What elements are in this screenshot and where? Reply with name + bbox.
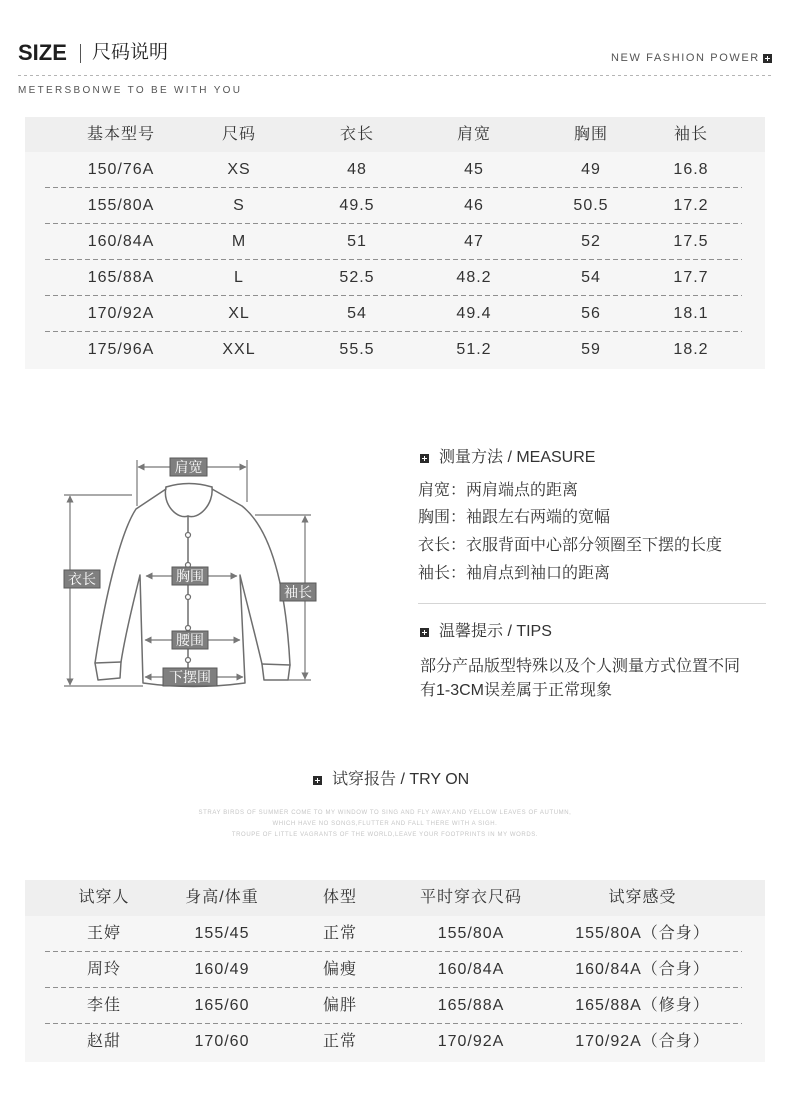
column-header-length: 衣长 [339, 125, 374, 143]
shirt-button [186, 626, 191, 631]
measure-item: 肩宽：两肩端点的距离 [418, 482, 579, 499]
cell-length: 51 [347, 233, 367, 250]
cell-shoulder: 48.2 [456, 269, 492, 286]
cell-length: 52.5 [339, 269, 375, 286]
column-header-body-type: 体型 [322, 889, 357, 906]
column-header-chest: 胸围 [573, 125, 608, 143]
quote-line: WHICH HAVE NO SONGS,FLUTTER AND FALL THERE WITH A SIGH. [272, 821, 498, 827]
column-header-base-model: 基本型号 [86, 125, 155, 143]
cell-chest: 52 [581, 233, 601, 250]
cell-sleeve: 18.2 [673, 341, 709, 358]
brand-tagline-text: NEW FASHION POWER [611, 52, 760, 64]
cell-length: 54 [347, 305, 367, 322]
column-header-fit-feedback: 试穿感受 [608, 889, 677, 906]
table-row [45, 152, 742, 188]
diagram-label-shoulder: 肩宽 [174, 459, 203, 475]
cell-base-model: 155/80A [87, 197, 155, 214]
column-header-sleeve: 袖长 [673, 125, 708, 143]
cell-fit-feedback: 155/80A（合身） [575, 925, 710, 942]
cell-height-weight: 165/60 [194, 997, 250, 1014]
measure-title [420, 448, 595, 468]
square-plus-icon [420, 454, 429, 463]
cell-sleeve: 18.1 [673, 305, 709, 322]
tryon-table [25, 880, 765, 1062]
column-header-tester: 试穿人 [78, 889, 130, 906]
shirt-button [186, 595, 191, 600]
left-cuff-seam [95, 662, 121, 663]
table-row [45, 1024, 742, 1060]
size-table-header-row [45, 117, 742, 152]
shirt-button [186, 533, 191, 538]
column-header-shoulder: 肩宽 [456, 125, 491, 143]
table-row [45, 332, 742, 368]
shirt-button [186, 658, 191, 663]
table-row [45, 916, 742, 952]
cell-chest: 54 [581, 269, 601, 286]
cell-shoulder: 45 [464, 161, 484, 178]
diagram-label-length: 衣长 [68, 571, 96, 587]
table-row [45, 188, 742, 224]
size-title-cn: 尺码说明 [92, 42, 169, 63]
tips-title [420, 622, 552, 642]
shirt-collar [165, 487, 212, 517]
decorative-quote [90, 808, 680, 841]
cell-body-type: 偏瘦 [322, 961, 357, 978]
cell-base-model: 165/88A [87, 269, 155, 286]
right-cuff-seam [262, 664, 290, 665]
cell-sleeve: 16.8 [673, 161, 709, 178]
cell-body-type: 偏胖 [322, 997, 357, 1014]
cell-length: 49.5 [339, 197, 375, 214]
cell-size: L [234, 269, 244, 286]
brand-subtitle: METERSBONWE TO BE WITH YOU [18, 85, 243, 96]
back-neckline [166, 484, 212, 488]
diagram-label-chest: 胸围 [176, 568, 204, 584]
quote-line: TROUPE OF LITTLE VAGRANTS OF THE WORLD,LEAVE YOUR FOOTPRINTS IN MY WORDS. [231, 832, 539, 838]
table-row [45, 952, 742, 988]
cell-sleeve: 17.2 [673, 197, 709, 214]
title-divider [80, 44, 81, 63]
cell-tester: 赵甜 [86, 1033, 121, 1050]
tryon-table-header-row [45, 880, 742, 916]
cell-base-model: 150/76A [87, 161, 155, 178]
cell-tester: 李佳 [86, 997, 121, 1014]
cell-tester: 周玲 [86, 961, 121, 978]
cell-sleeve: 17.7 [673, 269, 709, 286]
cell-fit-feedback: 165/88A（修身） [575, 997, 710, 1014]
cell-shoulder: 49.4 [456, 305, 492, 322]
cell-base-model: 175/96A [87, 341, 155, 358]
cell-base-model: 170/92A [87, 305, 155, 322]
section-divider [418, 603, 766, 604]
column-header-usual-size: 平时穿衣尺码 [419, 889, 522, 906]
cell-size: M [231, 233, 247, 250]
size-table [25, 117, 765, 369]
square-plus-icon [420, 628, 429, 637]
cell-length: 55.5 [339, 341, 375, 358]
cell-chest: 59 [581, 341, 601, 358]
column-header-size: 尺码 [221, 125, 256, 143]
cell-usual-size: 165/88A [437, 997, 505, 1014]
table-row [45, 296, 742, 332]
cell-size: XXL [222, 341, 256, 358]
cell-height-weight: 160/49 [194, 961, 250, 978]
diagram-label-sleeve: 袖长 [284, 584, 312, 600]
cell-chest: 50.5 [573, 197, 609, 214]
cell-body-type: 正常 [322, 1033, 357, 1050]
cell-size: XS [227, 161, 251, 178]
shirt-diagram [60, 450, 325, 695]
diagram-label-waist: 腰围 [176, 632, 204, 648]
cell-chest: 49 [581, 161, 601, 178]
table-row [45, 260, 742, 296]
table-row [45, 224, 742, 260]
square-plus-icon [763, 54, 772, 63]
cell-base-model: 160/84A [87, 233, 155, 250]
size-title: SIZE [18, 40, 67, 65]
tips-line: 部分产品版型特殊以及个人测量方式位置不同 [420, 658, 741, 675]
brand-tagline [611, 51, 772, 65]
shirt-body [95, 489, 290, 687]
cell-usual-size: 155/80A [437, 925, 505, 942]
measure-title-text: 测量方法 / MEASURE [439, 449, 596, 466]
cell-chest: 56 [581, 305, 601, 322]
measure-item: 胸围：袖跟左右两端的宽幅 [418, 509, 611, 526]
cell-usual-size: 160/84A [437, 961, 505, 978]
cell-size: S [233, 197, 245, 214]
cell-shoulder: 51.2 [456, 341, 492, 358]
diagram-labels [64, 458, 316, 686]
cell-shoulder: 47 [464, 233, 484, 250]
square-plus-icon [313, 776, 322, 785]
table-row [45, 988, 742, 1024]
cell-fit-feedback: 160/84A（合身） [575, 961, 710, 978]
cell-fit-feedback: 170/92A（合身） [575, 1033, 710, 1050]
quote-line: STRAY BIRDS OF SUMMER COME TO MY WINDOW TO SING AND FLY AWAY.AND YELLOW LEAVES OF AUTUMN, [198, 810, 572, 816]
cell-height-weight: 170/60 [194, 1033, 250, 1050]
measure-item: 衣长：衣服背面中心部分领圈至下摆的长度 [418, 537, 723, 554]
cell-tester: 王婷 [86, 925, 121, 942]
diagram-label-hem: 下摆围 [169, 669, 211, 685]
cell-length: 48 [347, 161, 367, 178]
cell-height-weight: 155/45 [194, 925, 250, 942]
cell-body-type: 正常 [322, 925, 357, 942]
tips-line: 有1-3CM误差属于正常现象 [420, 682, 613, 699]
cell-shoulder: 46 [464, 197, 484, 214]
dotted-divider [18, 75, 772, 76]
column-header-height-weight: 身高/体重 [185, 889, 259, 906]
measure-item: 袖长：袖肩点到袖口的距离 [418, 565, 611, 582]
cell-usual-size: 170/92A [437, 1033, 505, 1050]
cell-size: XL [228, 305, 250, 322]
tryon-title [313, 770, 469, 790]
cell-sleeve: 17.5 [673, 233, 709, 250]
tips-title-text: 温馨提示 / TIPS [439, 623, 552, 640]
tryon-title-text: 试穿报告 / TRY ON [332, 771, 470, 788]
